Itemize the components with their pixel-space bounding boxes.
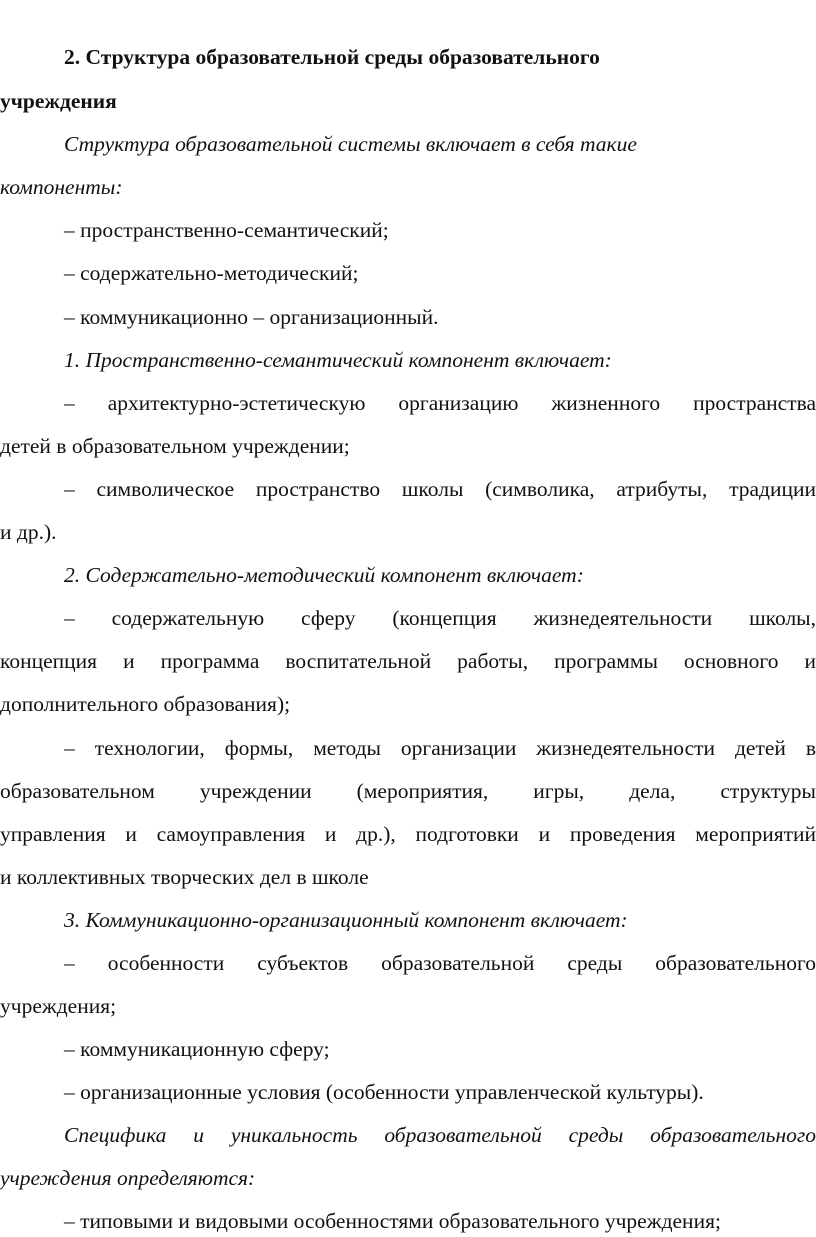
subsection-title: 2. Содержательно-методический компонент включает: [64,563,584,587]
list-item: – коммуникационно – организационный. [64,305,439,329]
list-item: – символическое пространство школы (символика, атрибуты, традиции [64,477,816,501]
list-item: – организационные условия (особенности управленческой культуры). [64,1080,704,1104]
list-item-continuation: образовательном учреждении (мероприятия, игры, дела, структуры [0,779,816,803]
list-item: – содержательную сферу (концепция жизнедеятельности школы, [64,606,816,630]
list-item: – пространственно-семантический; [64,218,389,242]
list-item-continuation: концепция и программа воспитательной работы, программы основного и [0,649,816,673]
list-item-continuation: и др.). [0,520,57,544]
intro-text: Структура образовательной системы включает в себя такие [64,132,637,156]
list-item-continuation: учреждения; [0,994,117,1018]
list-item: – типовыми и видовыми особенностями образовательного учреждения; [64,1209,721,1233]
subsection-title: 3. Коммуникационно-организационный компонент включает: [64,908,628,932]
subsection-title: 1. Пространственно-семантический компонент включает: [64,348,612,372]
list-item-continuation: управления и самоуправления и др.), подготовки и проведения мероприятий [0,822,816,846]
section-heading: 2. Структура образовательной среды образовательного [64,45,600,69]
section-heading-continuation: учреждения [0,89,117,113]
list-item-continuation: и коллективных творческих дел в школе [0,865,369,889]
closing-paragraph: Специфика и уникальность образовательной среды образовательного [64,1123,816,1147]
list-item: – содержательно-методический; [64,261,359,285]
closing-paragraph-continuation: учреждения определяются: [0,1166,256,1190]
list-item: – архитектурно-эстетическую организацию жизненного пространства [64,391,816,415]
list-item: – технологии, формы, методы организации жизнедеятельности детей в [64,736,816,760]
list-item-continuation: детей в образовательном учреждении; [0,434,350,458]
list-item-continuation: дополнительного образования); [0,692,291,716]
list-item: – особенности субъектов образовательной среды образовательного [64,951,816,975]
list-item: – коммуникационную сферу; [64,1037,330,1061]
intro-text-continuation: компоненты: [0,175,123,199]
